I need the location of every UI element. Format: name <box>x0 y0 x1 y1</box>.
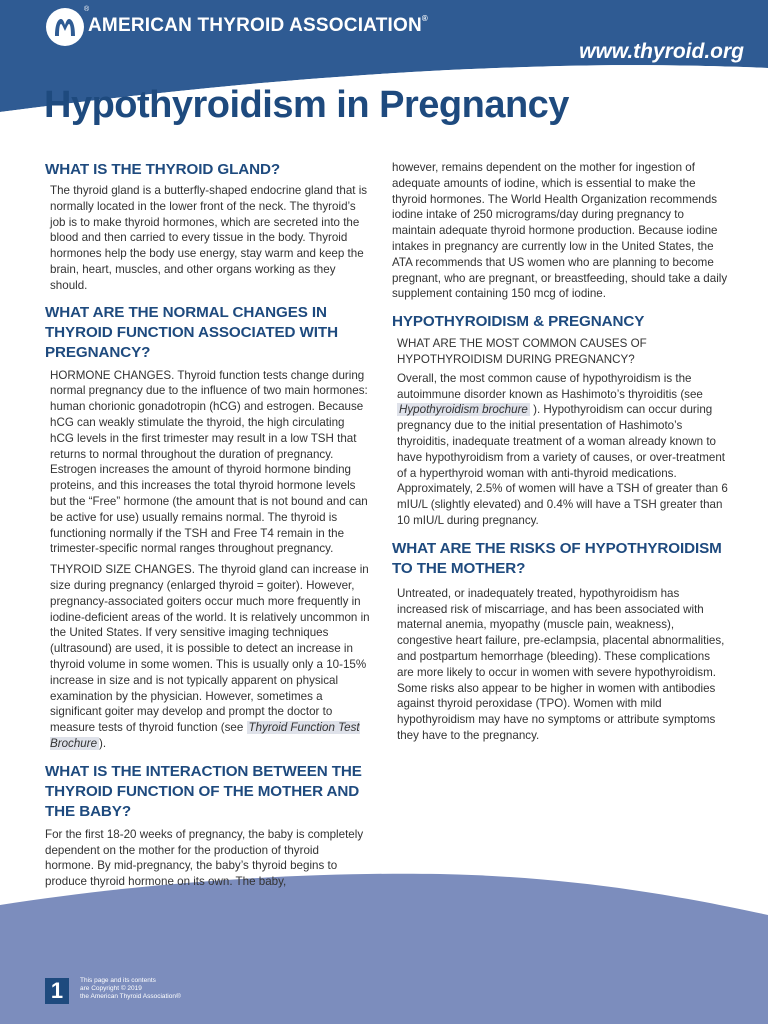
website-link[interactable]: www.thyroid.org <box>579 40 744 63</box>
footer-band <box>0 874 768 1024</box>
left-column <box>45 160 371 890</box>
section-heading-risks-to-mother: WHAT ARE THE RISKS OF HYPOTHYROIDISM TO THE MOTHER? <box>392 539 722 577</box>
copyright-line-3: the American Thyroid Association® <box>80 993 181 1000</box>
section-heading-normal-changes: WHAT ARE THE NORMAL CHANGES IN THYROID FUNCTION ASSOCIATED WITH PREGNANCY? <box>45 303 338 361</box>
thyroid-size-text-end: ). <box>99 736 107 750</box>
copyright-line-2: are Copyright © 2019 <box>80 985 142 992</box>
section-body-mother-baby: For the first 18-20 weeks of pregnancy, the baby is completely dependent on the mother for the production of thyroid hormone. By mid-pregnancy, the baby’s thyroid begins to produce thyroid hormone on its own. The baby, <box>45 827 364 889</box>
organization-registered-mark: ® <box>421 14 428 23</box>
section-heading-hypothyroidism-pregnancy: HYPOTHYROIDISM & PREGNANCY <box>392 313 645 331</box>
copyright-notice <box>80 977 230 1001</box>
hypothyroidism-brochure-link[interactable]: Hypothyroidism brochure <box>399 403 528 417</box>
common-causes-text: Overall, the most common cause of hypothyroidism is the autoimmune disorder known as Hashimoto’s thyroiditis (see <box>397 371 703 401</box>
page-number: 1 <box>45 978 69 1004</box>
paragraph-hormone-changes: HORMONE CHANGES. Thyroid function tests change during normal pregnancy due to the influence of two main hormones: human chorionic gonadotropin (hCG) and estrogen. Because hCG can weakly stimulate the thyroid, the high circulating hCG levels in the first trimester may result in a low TSH that returns to normal throughout the duration of pregnancy. Estrogen increases the amount of thyroid hormone binding proteins, and this increases the total thyroid hormone levels but the “Free” hormone (the amount that is not bound and can be active for use) usually remains normal. The thyroid is functioning normally if the TSH and Free T4 remain in the trimester-specific normal ranges throughout pregnancy. <box>50 368 368 556</box>
section-body-common-causes <box>392 371 728 529</box>
paragraph-thyroid-size-changes <box>45 562 371 752</box>
section-body-mother-baby-continued: however, remains dependent on the mother for ingestion of adequate amounts of iodine, which is essential to make the thyroid hormones. The World Health Organization recommends iodine intake of 250 micrograms/day during pregnancy to maintain adequate thyroid hormone production. Because iodine intakes in pregnancy are currently low in the United States, the ATA recommends that US women who are planning to become pregnant, who are pregnant, or breastfeeding, should take a daily supplement containing 150 mcg of iodine. <box>392 161 728 301</box>
section-heading-mother-baby: WHAT IS THE INTERACTION BETWEEN THE THYROID FUNCTION OF THE MOTHER AND THE BABY? <box>45 762 362 820</box>
section-body-thyroid-gland: The thyroid gland is a butterfly-shaped endocrine gland that is normally located in the lower front of the neck. The thyroid’s job is to make thyroid hormones, which are secreted into the blood and then carried to every tissue in the body. Thyroid hormones help the body use energy, stay warm and keep the brain, heart, muscles, and other organs working as they should. <box>50 184 368 292</box>
right-column <box>392 160 728 744</box>
thyroid-logo-icon <box>46 8 84 46</box>
thyroid-size-text: THYROID SIZE CHANGES. The thyroid gland can increase in size during pregnancy (enlarged thyroid = goiter). However, pregnancy-associated goiters occur much more frequently in iodine-deficient areas of the world. It is relatively uncommon in the United States. If very sensitive imaging techniques (ultrasound) are used, it is possible to detect an increase in thyroid volume in some women. This is usually only a 10-15% increase in size and is not typically apparent on physical examination by the physician. However, sometimes a significant goiter may develop and prompt the doctor to measure tests of thyroid function (see <box>50 563 370 735</box>
subheading-common-causes: WHAT ARE THE MOST COMMON CAUSES OF HYPOTHYROIDISM DURING PREGNANCY? <box>397 337 647 366</box>
page-title: Hypothyroidism in Pregnancy <box>44 84 569 126</box>
section-heading-thyroid-gland: WHAT IS THE THYROID GLAND? <box>45 161 281 178</box>
ata-logo <box>46 8 84 46</box>
thyroid-function-test-brochure-link[interactable]: Thyroid Function Test Brochure <box>50 721 360 750</box>
organization-name-text: AMERICAN THYROID ASSOCIATION <box>88 15 422 36</box>
common-causes-text-end: ). Hypothyroidism can occur during pregnancy due to the initial presentation of Hashimoto’s thyroiditis, inadequate treatment of a woman already known to have hypothyroidism from a variety of causes, or over-treatment of a hyperthyroid woman with anti-thyroid medications. Approximately, 2.5% of women will have a TSH of greater than 6 mIU/L (slightly elevated) and 0.4% will have a TSH greater than 10 mIU/L during pregnancy. <box>397 403 728 527</box>
copyright-line-1: This page and its contents <box>80 977 156 984</box>
organization-name <box>88 15 428 37</box>
logo-registered-mark: ® <box>84 6 90 13</box>
section-body-risks-to-mother: Untreated, or inadequately treated, hypothyroidism has increased risk of miscarriage, and has been associated with maternal anemia, myopathy (muscle pain, weakness), congestive heart failure, pre-eclampsia, placental abnormalities, and postpartum hemorrhage (bleeding). These complications are more likely to occur in women with severe hypothyroidism. Some risks also appear to be higher in women with antibodies against thyroid peroxidase (TPO). Women with mild hypothyroidism may have no symptoms or attribute symptoms they have to the pregnancy. <box>397 586 725 742</box>
